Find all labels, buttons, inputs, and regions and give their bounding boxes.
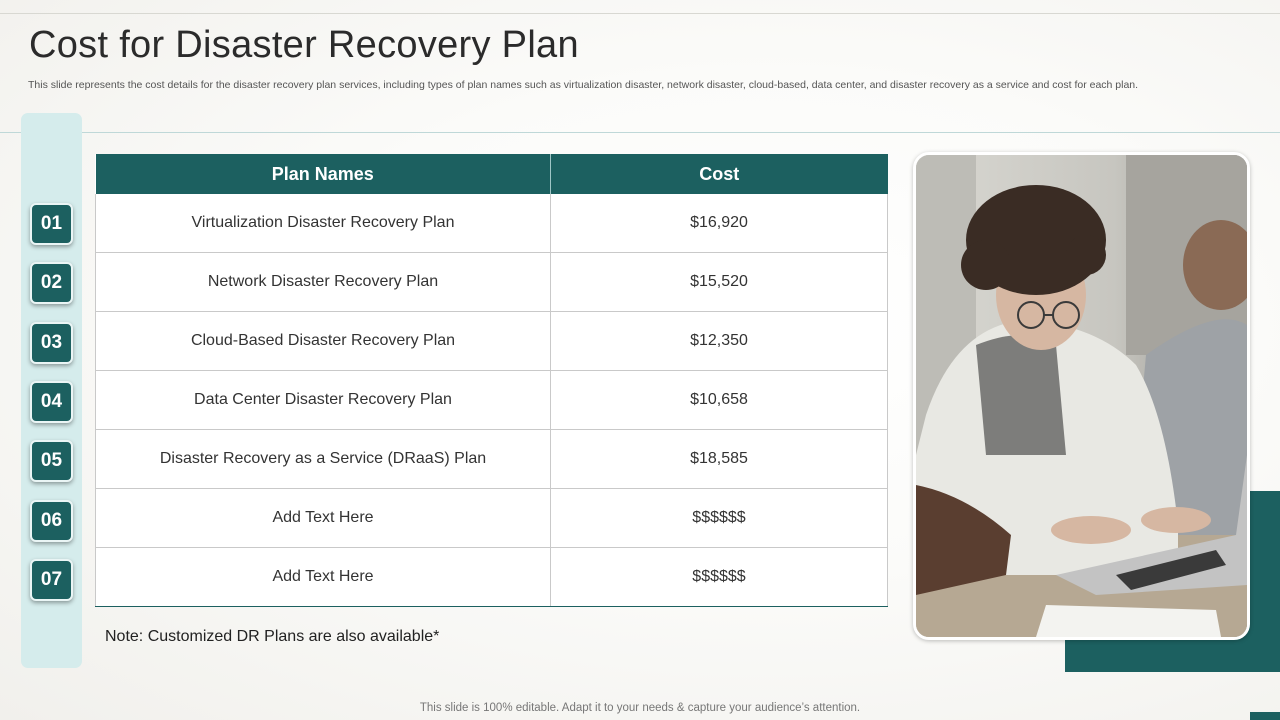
slide-footer: This slide is 100% editable. Adapt it to your needs & capture your audience’s attention. <box>419 702 861 714</box>
header-divider <box>0 132 1280 133</box>
row-number-badge: 04 <box>30 381 73 423</box>
table-row <box>96 430 888 489</box>
cost-cell: $$$$$$ <box>551 489 888 548</box>
row-number-badge: 02 <box>30 262 73 304</box>
slide-subtitle: This slide represents the cost details for the disaster recovery plan services, including types of plan names such as virtualization disaster, network disaster, cloud-based, data center, and disaster recovery as a service and cost for each plan. <box>28 79 1139 91</box>
cost-header: Cost <box>551 154 888 194</box>
plan-name-cell: Data Center Disaster Recovery Plan <box>96 371 551 430</box>
table-row <box>96 253 888 312</box>
plan-name-cell: Add Text Here <box>96 489 551 548</box>
plan-name-cell: Network Disaster Recovery Plan <box>96 253 551 312</box>
table-row <box>96 489 888 548</box>
footnote: Note: Customized DR Plans are also available* <box>105 628 440 645</box>
row-number-badge: 07 <box>30 559 73 601</box>
table-header-row <box>96 154 888 194</box>
cost-cell: $$$$$$ <box>551 548 888 607</box>
woman-at-laptop-photo <box>913 152 1250 640</box>
plan-names-header: Plan Names <box>96 154 551 194</box>
slide-title: Cost for Disaster Recovery Plan <box>29 24 579 66</box>
table-row <box>96 312 888 371</box>
cost-cell: $10,658 <box>551 371 888 430</box>
table-row <box>96 194 888 253</box>
cost-cell: $15,520 <box>551 253 888 312</box>
row-number-badge: 01 <box>30 203 73 245</box>
table-row <box>96 371 888 430</box>
table-row <box>96 548 888 607</box>
row-number-badge: 06 <box>30 500 73 542</box>
cost-table <box>95 154 888 607</box>
plan-name-cell: Disaster Recovery as a Service (DRaaS) Plan <box>96 430 551 489</box>
cost-cell: $12,350 <box>551 312 888 371</box>
plan-name-cell: Add Text Here <box>96 548 551 607</box>
cost-cell: $18,585 <box>551 430 888 489</box>
plan-name-cell: Cloud-Based Disaster Recovery Plan <box>96 312 551 371</box>
row-number-badge: 03 <box>30 322 73 364</box>
row-number-badge: 05 <box>30 440 73 482</box>
top-divider <box>0 13 1280 14</box>
corner-accent <box>1250 712 1280 720</box>
cost-cell: $16,920 <box>551 194 888 253</box>
plan-name-cell: Virtualization Disaster Recovery Plan <box>96 194 551 253</box>
